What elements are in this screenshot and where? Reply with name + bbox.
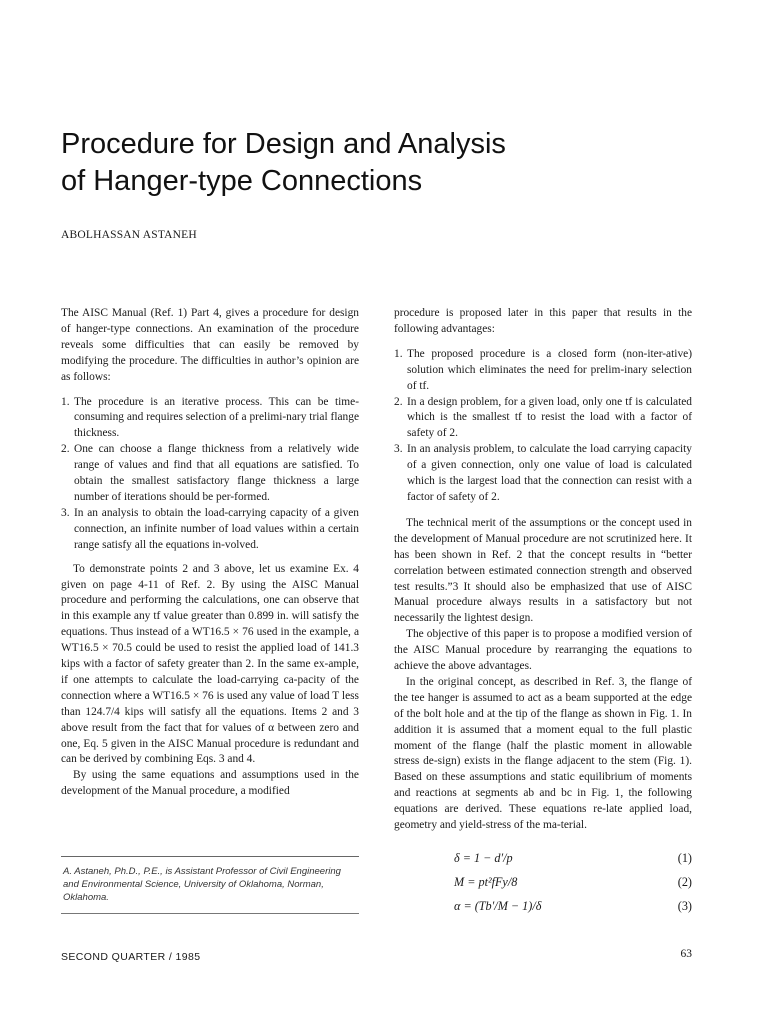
article-title-line-1: Procedure for Design and Analysis (61, 128, 506, 160)
objective-paragraph: The objective of this paper is to propose a modified version of the AISC Manual procedure by rearranging the equations to achieve the above advantages. (394, 628, 692, 673)
merit-paragraph: The technical merit of the assumptions or the concept used in the development of Manual procedure are not scrutinized here. It has been shown in Ref. 2 that the concept results in “better correlation between estimated connection strength and observed test results.”3 It should also be emphasized that use of AISC Manual procedure always results in a satisfactory but not necessarily the lightest design. (394, 516, 692, 625)
modified-procedure-paragraph: By using the same equations and assumptions used in the development of the Manual procedure, a modified (61, 769, 359, 798)
equation-3 (394, 899, 692, 923)
advantages-list (394, 347, 692, 506)
difficulties-list (61, 395, 359, 554)
equation-expression: M = pt²fFy/8 (454, 875, 518, 889)
left-column (61, 306, 359, 800)
list-item: 1. The proposed procedure is a closed form (non-iter-ative) solution which eliminates the need for prelim-inary selection of tf. (394, 347, 692, 392)
list-item: 3. In an analysis to obtain the load-carrying capacity of a given connection, an infinite number of load values within a certain range satisfy all the equations in-volved. (61, 506, 359, 551)
page-number: 63 (680, 948, 692, 960)
equation-number: (2) (677, 875, 692, 889)
equations-block (394, 851, 692, 923)
list-item: 3. In an analysis problem, to calculate the load carrying capacity of a given connection, only one value of load is calculated which is the largest load that the connection can resist with a factor of safety of 2. (394, 443, 692, 503)
list-item: 1. The procedure is an iterative process. This can be time-consuming and requires selection of a prelimi-nary trial flange thickness. (61, 395, 359, 440)
footnote-text: A. Astaneh, Ph.D., P.E., is Assistant Professor of Civil Engineering and Environmental Science, University of Oklahoma, Norman, Oklahoma. (63, 866, 341, 903)
equation-number: (1) (677, 851, 692, 865)
example-paragraph: To demonstrate points 2 and 3 above, let us examine Ex. 4 given on page 4-11 of Ref. 2. By using the AISC Manual procedure and performing the calculations, one can observe that in this example any tf value greater than 0.899 in. will satisfy the equations. Thus instead of a WT16.5 × 76 used in the example, a WT16.5 × 70.5 could be used to resist the applied load of 141.3 kips with a factor of safety greater than 2. In the same ex-ample, if one attempts to calculate the load-carrying ca-pacity of the connection where a WT16.5 × 76 is used any value of load T less than 124.7/4 kips will satisfy all the equations. Items 2 and 3 above result from the fact that for values of α between zero and one, Eq. 5 given in the AISC Manual procedure is redundant and can be derived by combining Eqs. 3 and 4. (61, 562, 359, 766)
article-title (61, 126, 681, 200)
author-byline: ABOLHASSAN ASTANEH (61, 229, 197, 241)
equation-expression: δ = 1 − d′/p (454, 851, 513, 865)
equation-number: (3) (677, 899, 692, 913)
footnote-divider (61, 856, 359, 857)
list-item: 2. In a design problem, for a given load, only one tf is calculated which is the smallest tf to resist the load with a factor of safety of 2. (394, 395, 692, 440)
list-item: 2. One can choose a flange thickness from a relatively wide range of values and find that all equations are satisfied. To obtain the smallest satisfactory flange thickness a large number of iterations should be per-formed. (61, 443, 359, 503)
intro-paragraph: The AISC Manual (Ref. 1) Part 4, gives a procedure for design of hanger-type connections. An examination of the procedure reveals some difficulties that can easily be removed by modifying the procedure. The difficulties in author’s opinion are as follows: (61, 307, 359, 383)
equation-2 (394, 875, 692, 899)
continuation-paragraph: procedure is proposed later in this paper that results in the following advantages: (394, 307, 692, 335)
article-title-line-2: of Hanger-type Connections (61, 165, 423, 197)
equation-1 (394, 851, 692, 875)
author-footnote (61, 856, 359, 914)
right-column (394, 306, 692, 834)
footnote-divider (61, 913, 359, 914)
issue-label: SECOND QUARTER / 1985 (61, 951, 201, 963)
concept-paragraph: In the original concept, as described in Ref. 3, the flange of the tee hanger is assumed to act as a beam supported at the edge of the bolt hole and at the tip of the flange as shown in Fig. 1. In addition it is assumed that a moment equal to the full plastic moment of the flange (half the plastic moment in allowable stress de-sign) exists in the flange adjacent to the stem (Fig. 1). Based on these assumptions and static equilibrium of moments and reactions at segments ab and bc in Fig. 1, the following equations are derived. These equations re-late applied load, geometry and yield-stress of the ma-terial. (394, 675, 692, 832)
equation-expression: α = (Tb′/M − 1)/δ (454, 899, 542, 913)
